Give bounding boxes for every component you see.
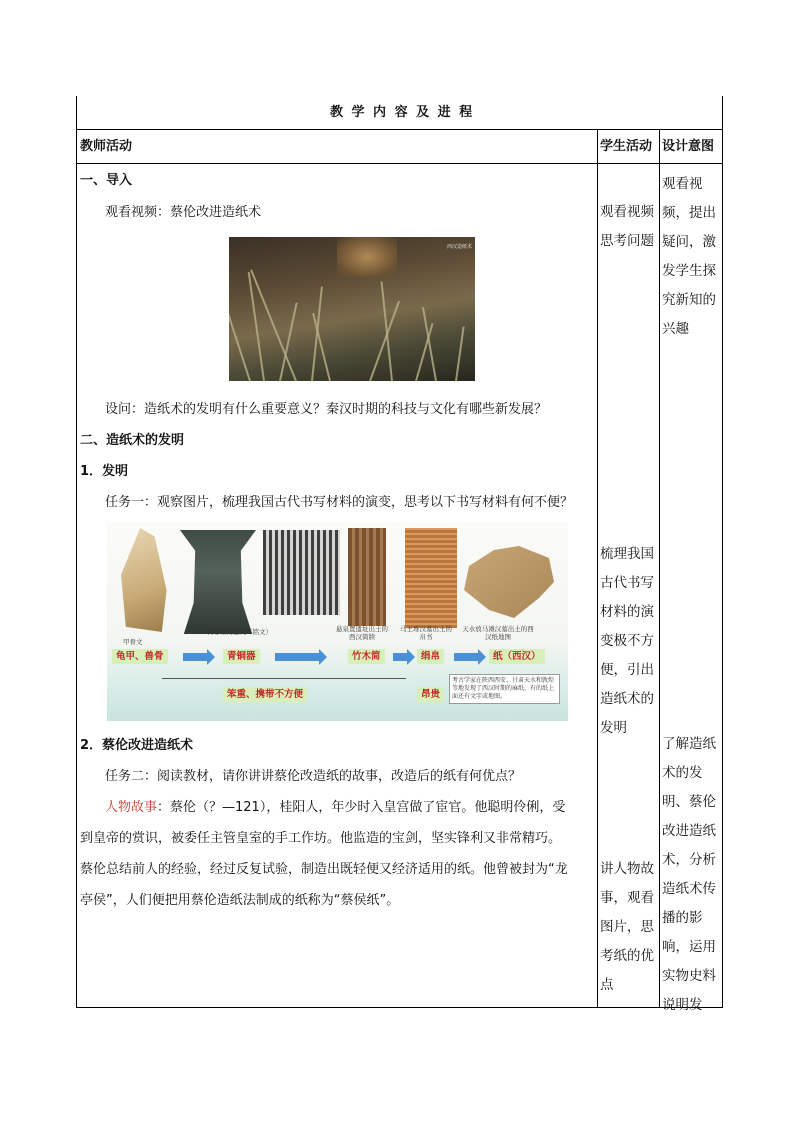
arrow [275, 653, 319, 661]
table-row-line [76, 163, 723, 164]
table-title: 教 学 内 容 及 进 程 [330, 105, 475, 120]
task-two-line: 任务二：阅读教材，请你讲讲蔡伦改造纸的故事，改造后的纸有何优点？ [105, 769, 522, 784]
video-still-image[interactable] [229, 237, 475, 381]
subsection-invention-title: 1．发明 [80, 464, 129, 479]
story-line: 亭侯”，人们便把用蔡伦造纸法制成的纸称为“蔡侯纸”。 [80, 893, 400, 908]
writing-materials-evolution-image [107, 522, 568, 721]
caption-bronze: 何尊上的金文（铭文） [207, 628, 272, 636]
label-bronze: 青铜器 [223, 649, 260, 664]
header-design-intent: 设计意图 [662, 139, 715, 154]
archaeology-note: 考古学家在陕西西安、甘肃天水和敦煌等地发现了西汉时期的麻纸，有的纸上面还有文字或地图。 [449, 674, 560, 704]
task-one-line: 任务一：观察图片，梳理我国古代书写材料的演变，思考以下书写材料有何不便？ [105, 495, 574, 510]
video-watermark-logo: 西汉造纸术 [447, 244, 473, 250]
student-activity-1: 观看视频思考问题 [600, 204, 654, 249]
subsection-cailun-title: 2．蔡伦改进造纸术 [80, 738, 194, 753]
table-border-right [722, 96, 723, 1008]
label-expensive: 昂贵 [417, 687, 444, 702]
section-intro-title: 一、导入 [80, 173, 133, 188]
label-silk: 绢帛 [417, 649, 444, 664]
story-label: 人物故事 [105, 800, 158, 815]
silk-manuscript-picture [405, 528, 457, 628]
arrow [393, 653, 407, 661]
caption-paper: 天水放马滩汉墓出土的西汉纸地图 [462, 625, 534, 641]
caption-silk: 马王堆汉墓出土的帛书 [400, 625, 452, 641]
student-activity-2: 梳理我国古代书写材料的演变极不方便，引出造纸术的发明 [600, 546, 654, 736]
story-line: 蔡伦总结前人的经验，经过反复试验，制造出既轻便又经济适用的纸。他曾被封为“龙 [80, 862, 568, 877]
label-paper: 纸（西汉） [489, 649, 545, 664]
bronze-vessel-picture [180, 530, 256, 634]
label-oracle-bone: 龟甲、兽骨 [112, 649, 168, 664]
bracket-line [162, 678, 406, 679]
caption-oracle: 甲骨文 [123, 638, 143, 646]
video-line: 观看视频：蔡伦改进造纸术 [105, 205, 262, 220]
caption-bamboo: 悬泉置遗址出土的西汉简牍 [336, 625, 388, 641]
story-line [105, 800, 565, 816]
label-bamboo-slips: 竹木简 [348, 649, 385, 664]
oracle-bone-picture [121, 528, 169, 632]
arrow [454, 653, 478, 661]
table-bottom-line [76, 1007, 723, 1008]
header-student-activity: 学生活动 [600, 139, 653, 154]
story-text: ：蔡伦（？—121），桂阳人，年少时入皇宫做了宦官。他聪明伶俐，受 [157, 800, 566, 815]
question-line: 设问：造纸术的发明有什么重要意义？秦汉时期的科技与文化有哪些新发展？ [105, 402, 548, 417]
column-divider [659, 129, 660, 1008]
design-intent-2: 了解造纸术的发明、蔡伦改进造纸术，分析造纸术传播的影响，运用实物史料说明发 [662, 736, 716, 1013]
section-invention-title: 二、造纸术的发明 [80, 433, 185, 448]
paper-map-picture [459, 542, 559, 622]
column-divider [597, 129, 598, 1008]
table-row-line [76, 129, 723, 130]
table-border-left [76, 96, 77, 1008]
video-figure [337, 237, 397, 277]
bamboo-slips-picture [348, 528, 386, 626]
arrow [183, 653, 207, 661]
label-heavy-inconvenient: 笨重、携带不方便 [223, 687, 307, 702]
design-intent-1: 观看视频，提出疑问，激发学生探究新知的兴趣 [662, 176, 716, 337]
student-activity-3: 讲人物故事，观看图片，思考纸的优点 [600, 861, 654, 993]
story-line: 到皇帝的赏识，被委任主管皇室的手工作坊。他监造的宝剑，坚实锋利又非常精巧。 [80, 831, 562, 846]
bronze-inscription-picture [263, 530, 340, 615]
header-teacher-activity: 教师活动 [80, 139, 133, 154]
